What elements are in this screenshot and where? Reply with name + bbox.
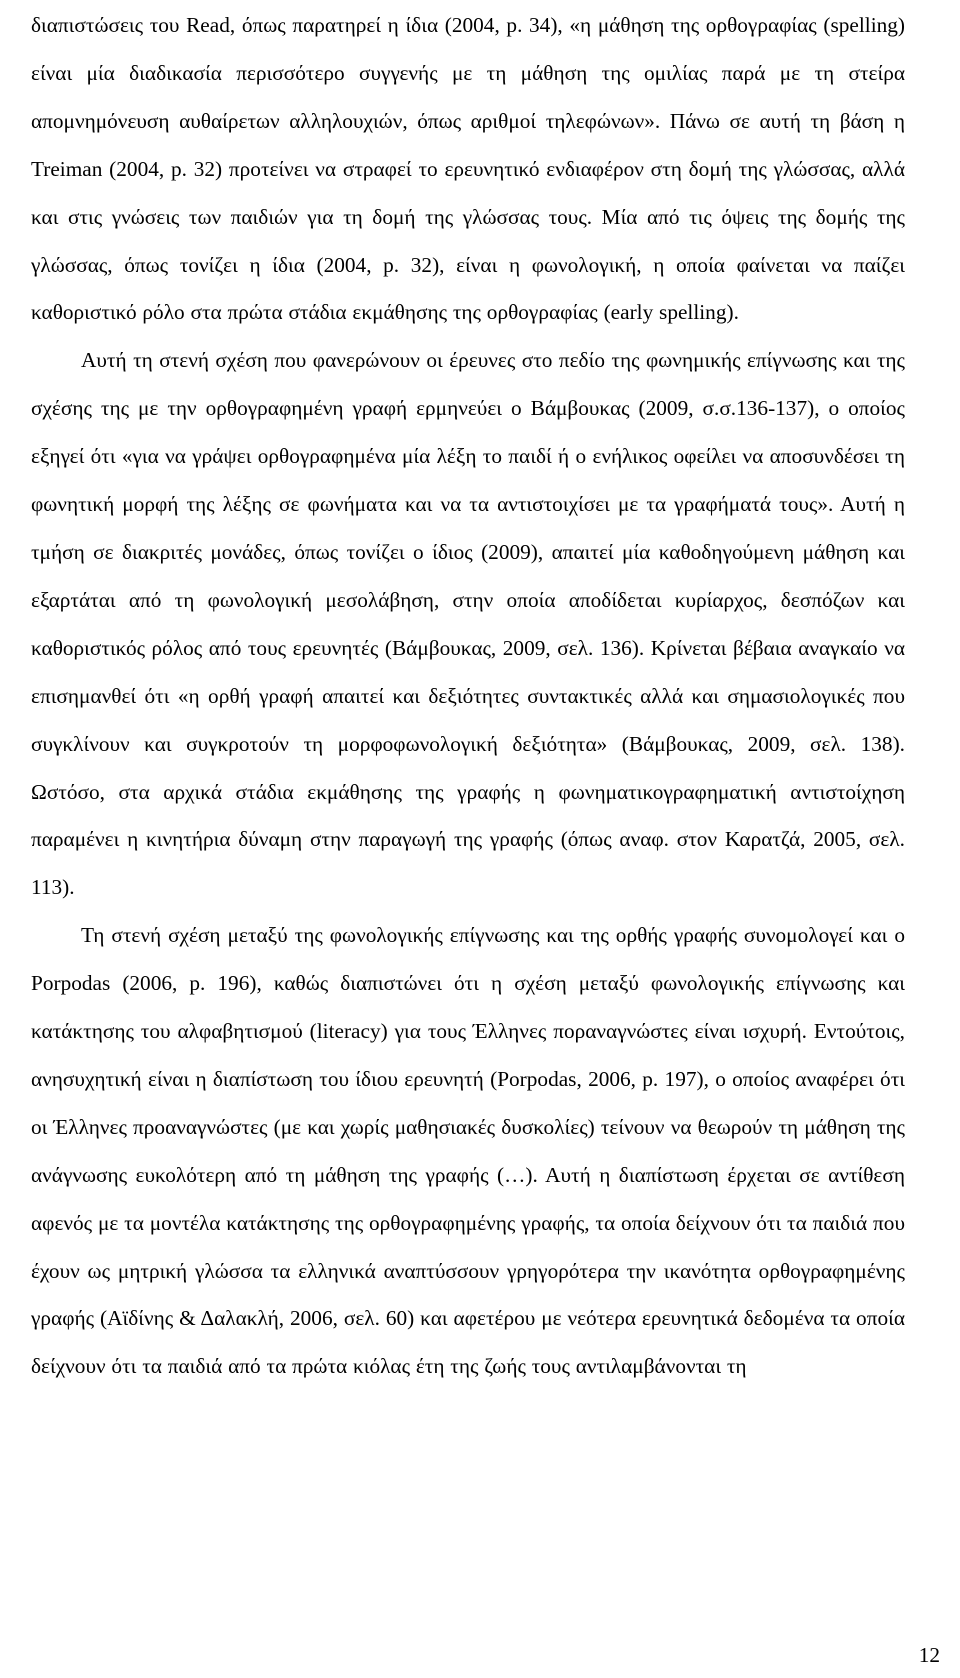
paragraph: Τη στενή σχέση μεταξύ της φωνολογικής επίγνωσης και της ορθής γραφής συνομολογεί και ο Porpodas (2006, p. 196), καθώς διαπιστώνει ότι η σχέση μεταξύ φωνολογικής επίγνωσης και κατάκτησης του αλφαβητισμού (literacy) για τους Έλληνες ποραναγνώστες είναι ισχυρή. Εντούτοις, ανησυχητική είναι η διαπίστωση του ίδιου ερευνητή (Porpodas, 2006, p. 197), ο οποίος αναφέρει ότι οι Έλληνες προαναγνώστες (με και χωρίς μαθησιακές δυσκολίες) τείνουν να θεωρούν τη μάθηση της ανάγνωσης ευκολότερη από τη μάθηση της γραφής (…). Αυτή η διαπίστωση έρχεται σε αντίθεση αφενός με τα μοντέλα κατάκτησης της ορθογραφημένης γραφής, τα οποία δείχνουν ότι τα παιδιά που έχουν ως μητρική γλώσσα τα ελληνικά αναπτύσσουν γρηγορότερα την ικανότητα ορθογραφημένης γραφής (Αϊδίνης & Δαλακλή, 2006, σελ. 60) και αφετέρου με νεότερα ερευνητικά δεδομένα τα οποία δείχνουν ότι τα παιδιά από τα πρώτα κιόλας έτη της ζωής τους αντιλαμβάνονται τη xyxy=(31,923,905,1379)
paragraph: διαπιστώσεις του Read, όπως παρατηρεί η ίδια (2004, p. 34), «η μάθηση της ορθογραφίας (spelling) είναι μία διαδικασία περισσότερο συγγενής με τη μάθηση της ομιλίας παρά με τη στείρα απομνημόνευση αυθαίρετων αλληλουχιών, όπως αριθμοί τηλεφώνων». Πάνω σε αυτή τη βάση η Treiman (2004, p. 32) προτείνει να στραφεί το ερευνητικό ενδιαφέρον στη δομή της γλώσσας, αλλά και στις γνώσεις των παιδιών για τη δομή της γλώσσας τους. Μία από τις όψεις της δομής της γλώσσας, όπως τονίζει η ίδια (2004, p. 32), είναι η φωνολογική, η οποία φαίνεται να παίζει καθοριστικό ρόλο στα πρώτα στάδια εκμάθησης της ορθογραφίας (early spelling). xyxy=(31,13,905,325)
body-text xyxy=(31,2,905,1391)
paragraph: Αυτή τη στενή σχέση που φανερώνουν οι έρευνες στο πεδίο της φωνημικής επίγνωσης και της σχέσης της με την ορθογραφημένη γραφή ερμηνεύει ο Βάμβουκας (2009, σ.σ.136-137), ο οποίος εξηγεί ότι «για να γράψει ορθογραφημένα μία λέξη το παιδί ή ο ενήλικος οφείλει να αποσυνδέσει τη φωνητική μορφή της λέξης σε φωνήματα και να τα αντιστοιχίσει με τα γραφήματά τους». Αυτή η τμήση σε διακριτές μονάδες, όπως τονίζει ο ίδιος (2009), απαιτεί μία καθοδηγούμενη μάθηση και εξαρτάται από τη φωνολογική μεσολάβηση, στην οποία αποδίδεται κυρίαρχος, δεσπόζων και καθοριστικός ρόλος από τους ερευνητές (Βάμβουκας, 2009, σελ. 136). Κρίνεται βέβαια αναγκαίο να επισημανθεί ότι «η ορθή γραφή απαιτεί και δεξιότητες συντακτικές αλλά και σημασιολογικές που συγκλίνουν και συγκροτούν τη μορφοφωνολογική δεξιότητα» (Βάμβουκας, 2009, σελ. 138). Ωστόσο, στα αρχικά στάδια εκμάθησης της γραφής η φωνηματικογραφηματική αντιστοίχηση παραμένει η κινητήρια δύναμη στην παραγωγή της γραφής (όπως αναφ. στον Καρατζά, 2005, σελ. 113). xyxy=(31,348,905,900)
page-number: 12 xyxy=(918,1643,940,1667)
